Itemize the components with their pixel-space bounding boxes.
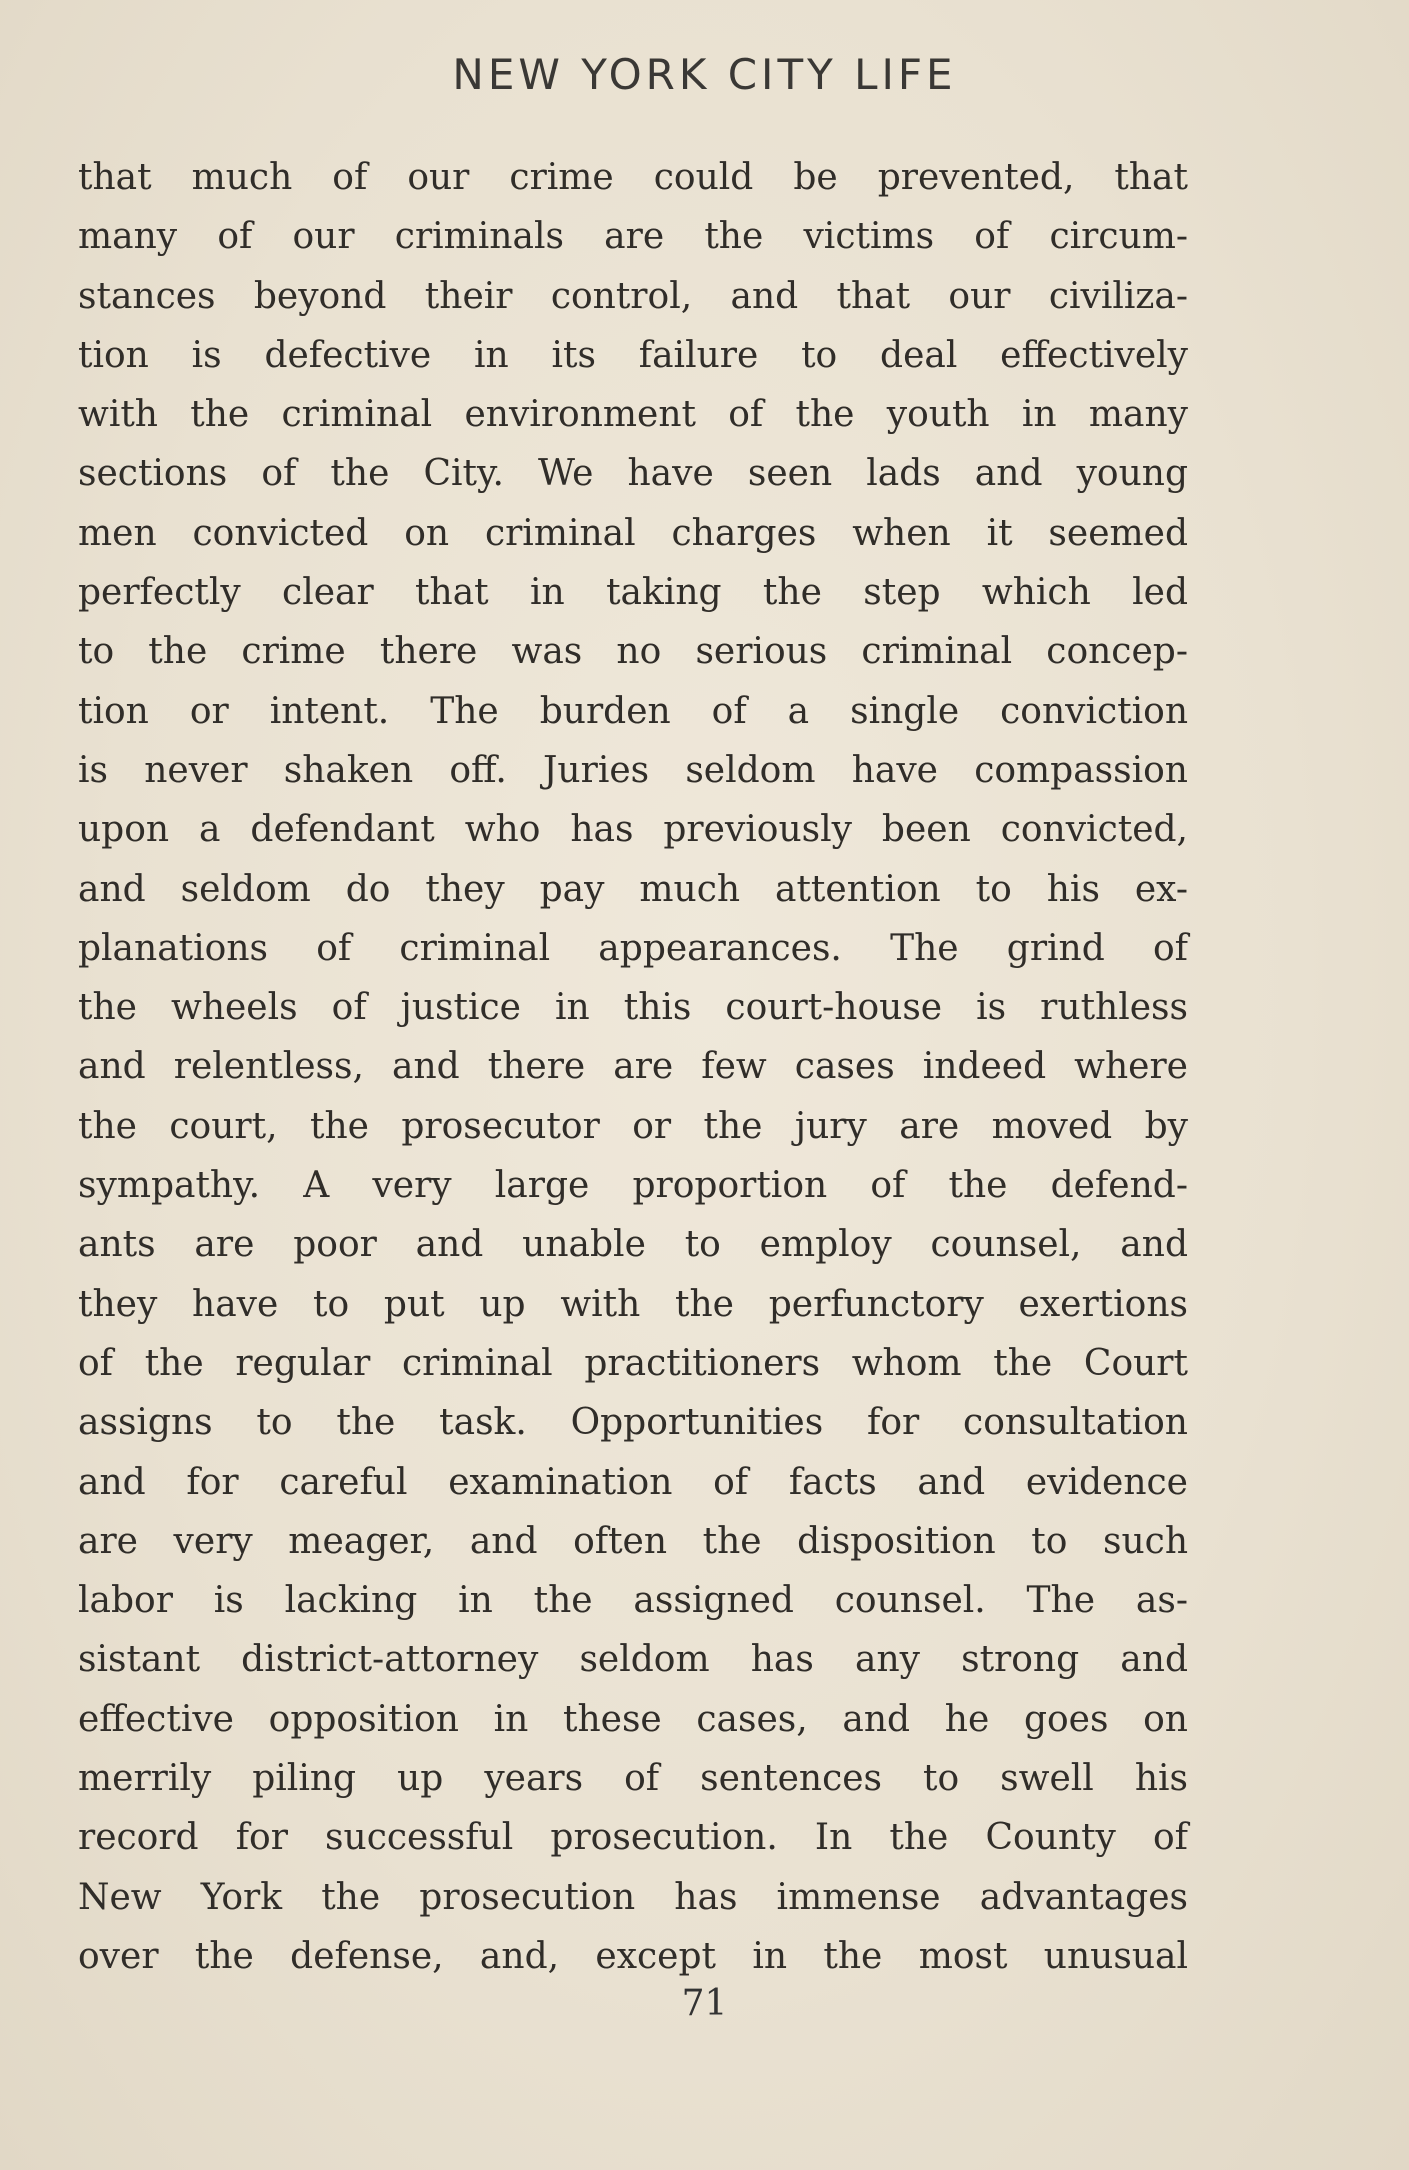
text-line: that much of our crime could be prevented, that — [78, 157, 1188, 198]
text-line: the court, the prosecutor or the jury are moved by — [78, 1105, 1188, 1147]
text-line: sistant district-attorney seldom has any strong and — [78, 1639, 1188, 1681]
text-line: merrily piling up years of sentences to swell his — [78, 1758, 1188, 1800]
text-line: of the regular criminal practitioners whom the Court — [78, 1342, 1188, 1384]
text-line: the wheels of justice in this court-house is ruthless — [78, 987, 1188, 1029]
text-line: is never shaken off. Juries seldom have compassion — [78, 749, 1188, 791]
text-line: and relentless, and there are few cases indeed where — [78, 1046, 1188, 1088]
text-line: to the crime there was no serious criminal concep- — [78, 631, 1188, 673]
text-line: record for successful prosecution. In the County of — [78, 1817, 1188, 1859]
text-line: New York the prosecution has immense advantages — [78, 1876, 1188, 1918]
text-line: planations of criminal appearances. The grind of — [78, 927, 1188, 969]
text-line: with the criminal environment of the youth in many — [78, 394, 1188, 436]
text-line: sections of the City. We have seen lads and young — [78, 453, 1188, 495]
text-line: and seldom do they pay much attention to his ex- — [78, 868, 1188, 910]
text-line: perfectly clear that in taking the step which led — [78, 572, 1188, 614]
page-number: 71 — [681, 1983, 728, 2024]
text-line: many of our criminals are the victims of circum- — [78, 216, 1188, 258]
text-line: labor is lacking in the assigned counsel. The as- — [78, 1580, 1188, 1622]
running-head: NEW YORK CITY LIFE — [452, 50, 957, 99]
text-line: sympathy. A very large proportion of the defend- — [78, 1165, 1188, 1207]
text-line: assigns to the task. Opportunities for consultation — [78, 1402, 1188, 1444]
text-line: over the defense, and, except in the most unusual — [78, 1935, 1188, 1977]
text-line: tion or intent. The burden of a single conviction — [78, 690, 1188, 732]
text-line: are very meager, and often the disposition to such — [78, 1520, 1188, 1562]
text-line: ants are poor and unable to employ counsel, and — [78, 1224, 1188, 1266]
body-text — [78, 148, 1188, 1986]
text-line: they have to put up with the perfunctory exertions — [78, 1283, 1188, 1325]
text-line: stances beyond their control, and that our civiliza- — [78, 275, 1188, 317]
text-line: and for careful examination of facts and evidence — [78, 1461, 1188, 1503]
text-line: upon a defendant who has previously been convicted, — [78, 809, 1188, 851]
text-line: men convicted on criminal charges when it seemed — [78, 512, 1188, 554]
text-line: effective opposition in these cases, and he goes on — [78, 1698, 1188, 1740]
text-line: tion is defective in its failure to deal effectively — [78, 334, 1188, 376]
